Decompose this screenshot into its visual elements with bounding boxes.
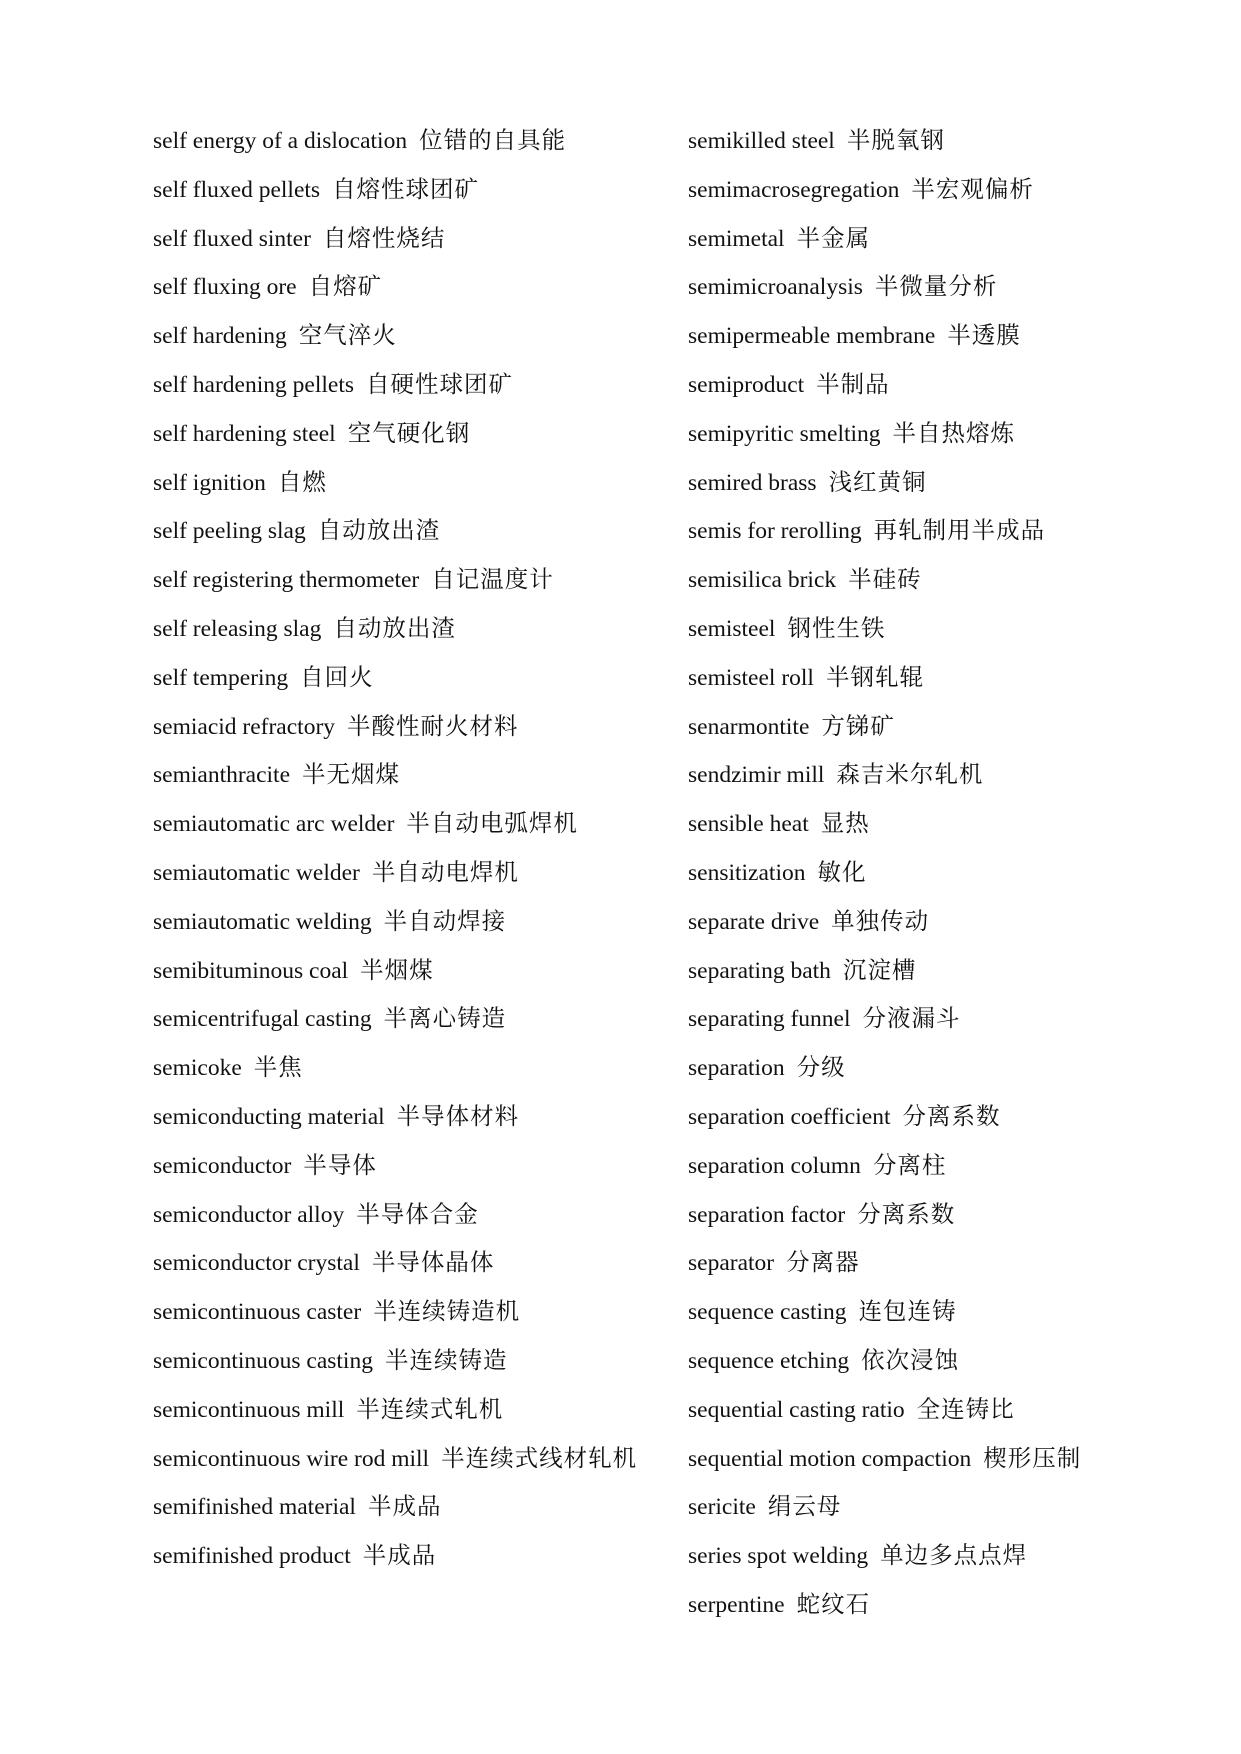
term-chinese: 半烟煤 <box>360 957 434 984</box>
term-english: self fluxed sinter <box>153 225 311 252</box>
glossary-entry <box>688 1288 1208 1337</box>
term-chinese: 半酸性耐火材料 <box>347 713 519 740</box>
term-english: semiautomatic welding <box>153 908 372 935</box>
term-chinese: 沉淀槽 <box>842 957 917 984</box>
glossary-entry <box>688 507 1208 556</box>
term-english: semisilica brick <box>688 567 837 594</box>
term-english: semifinished material <box>153 1494 356 1521</box>
term-english: semiautomatic arc welder <box>153 811 395 838</box>
glossary-entry <box>153 361 653 410</box>
term-chinese: 半金属 <box>796 225 871 252</box>
term-english: semikilled steel <box>688 128 835 154</box>
term-chinese: 楔形压制 <box>983 1445 1082 1472</box>
term-english: self registering thermometer <box>153 567 420 594</box>
glossary-entry <box>153 800 653 849</box>
term-chinese: 半微量分析 <box>874 274 998 301</box>
term-english: sendzimir mill <box>688 762 825 789</box>
term-english: senarmontite <box>688 713 810 740</box>
glossary-entry <box>153 1435 653 1484</box>
glossary-right-column <box>688 117 1208 1630</box>
glossary-entry <box>688 215 1208 264</box>
glossary-entry <box>688 166 1208 215</box>
term-chinese: 半导体晶体 <box>371 1250 495 1277</box>
term-chinese: 空气淬火 <box>298 323 397 350</box>
term-chinese: 浅红黄铜 <box>828 469 927 496</box>
term-english: series spot welding <box>688 1543 869 1570</box>
glossary-entry <box>153 703 653 752</box>
term-chinese: 半成品 <box>362 1543 437 1570</box>
term-english: semisteel roll <box>688 664 814 691</box>
term-chinese: 分离柱 <box>872 1152 947 1179</box>
glossary-entry <box>153 459 653 508</box>
term-english: separating bath <box>688 957 831 984</box>
glossary-entry <box>688 1483 1208 1532</box>
term-english: semicontinuous mill <box>153 1396 345 1423</box>
term-chinese: 分离系数 <box>857 1201 956 1228</box>
term-english: semimicroanalysis <box>688 274 863 301</box>
term-chinese: 分级 <box>796 1055 846 1082</box>
term-chinese: 自回火 <box>300 664 374 691</box>
term-chinese: 全连铸比 <box>916 1396 1015 1423</box>
term-english: semired brass <box>688 469 817 496</box>
glossary-entry <box>153 654 653 703</box>
glossary-entry <box>688 751 1208 800</box>
term-chinese: 自硬性球团矿 <box>366 371 513 398</box>
term-english: semicoke <box>153 1055 242 1082</box>
term-english: semimacrosegregation <box>688 176 900 203</box>
term-chinese: 半硅砖 <box>848 567 922 594</box>
glossary-entry <box>688 947 1208 996</box>
term-chinese: 半宏观偏析 <box>911 176 1034 203</box>
term-chinese: 自燃 <box>277 469 327 496</box>
term-chinese: 空气硬化钢 <box>347 420 471 447</box>
term-english: semiautomatic welder <box>153 859 360 886</box>
term-chinese: 钢性生铁 <box>787 615 886 642</box>
term-english: semicontinuous casting <box>153 1347 373 1374</box>
glossary-entry <box>153 849 653 898</box>
term-chinese: 半连续式线材轧机 <box>441 1445 638 1472</box>
term-english: separation factor <box>688 1201 846 1228</box>
term-english: sensible heat <box>688 811 809 838</box>
glossary-entry <box>153 1093 653 1142</box>
term-english: semiconductor <box>153 1152 292 1179</box>
glossary-entry <box>153 1239 653 1288</box>
term-english: separation coefficient <box>688 1103 891 1130</box>
glossary-entry <box>153 1191 653 1240</box>
term-chinese: 方锑矿 <box>821 713 895 740</box>
glossary-entry <box>153 166 653 215</box>
term-english: self hardening steel <box>153 420 336 447</box>
glossary-entry <box>688 1337 1208 1386</box>
term-english: sequence casting <box>688 1299 847 1326</box>
glossary-entry <box>688 849 1208 898</box>
term-chinese: 自熔性球团矿 <box>332 176 480 203</box>
glossary-entry <box>153 898 653 947</box>
term-chinese: 自熔性烧结 <box>322 225 446 252</box>
glossary-entry <box>153 507 653 556</box>
term-chinese: 半连续铸造机 <box>373 1299 521 1326</box>
glossary-entry <box>688 898 1208 947</box>
glossary-entry <box>153 263 653 312</box>
glossary-entry <box>688 556 1208 605</box>
term-chinese: 再轧制用半成品 <box>873 518 1046 545</box>
term-chinese: 半连续式轧机 <box>356 1396 504 1423</box>
glossary-entry <box>688 1044 1208 1093</box>
glossary-entry <box>153 751 653 800</box>
glossary-entry <box>153 117 653 166</box>
term-english: self hardening pellets <box>153 371 354 398</box>
term-english: separation <box>688 1055 785 1082</box>
term-english: separating funnel <box>688 1006 851 1033</box>
term-chinese: 半无烟煤 <box>302 762 401 789</box>
term-english: separator <box>688 1250 775 1277</box>
term-chinese: 半钢轧辊 <box>825 664 924 691</box>
glossary-entry <box>153 1386 653 1435</box>
glossary-entry <box>153 1483 653 1532</box>
term-english: sequential motion compaction <box>688 1445 972 1472</box>
term-chinese: 绢云母 <box>767 1494 842 1521</box>
term-chinese: 半连续铸造 <box>384 1347 508 1374</box>
term-chinese: 蛇纹石 <box>796 1591 871 1618</box>
glossary-entry <box>688 1532 1208 1581</box>
glossary-entry <box>688 263 1208 312</box>
term-english: semimetal <box>688 225 785 252</box>
term-chinese: 分液漏斗 <box>862 1006 961 1033</box>
term-english: sequence etching <box>688 1347 850 1374</box>
term-chinese: 敏化 <box>817 859 867 886</box>
glossary-entry <box>153 215 653 264</box>
term-english: self ignition <box>153 469 266 496</box>
glossary-entry <box>688 654 1208 703</box>
glossary-entry <box>688 1142 1208 1191</box>
glossary-entry <box>688 703 1208 752</box>
term-english: self fluxing ore <box>153 274 297 301</box>
term-chinese: 自记温度计 <box>431 567 554 594</box>
term-english: sericite <box>688 1494 756 1521</box>
term-chinese: 分离系数 <box>902 1103 1001 1130</box>
glossary-entry <box>688 1581 1208 1630</box>
term-english: sensitization <box>688 859 806 886</box>
term-chinese: 显热 <box>820 811 870 838</box>
term-chinese: 分离器 <box>786 1250 860 1277</box>
term-english: self energy of a dislocation <box>153 128 408 154</box>
term-english: serpentine <box>688 1591 785 1618</box>
term-english: sequential casting ratio <box>688 1396 905 1423</box>
term-chinese: 半焦 <box>253 1055 303 1082</box>
glossary-entry <box>688 410 1208 459</box>
glossary-entry <box>688 1093 1208 1142</box>
term-english: semifinished product <box>153 1543 351 1570</box>
term-english: separation column <box>688 1152 861 1179</box>
term-english: semiconductor crystal <box>153 1250 360 1277</box>
term-chinese: 自动放出渣 <box>333 615 456 642</box>
glossary-entry <box>153 605 653 654</box>
term-chinese: 半脱氧钢 <box>846 128 945 154</box>
term-chinese: 半导体材料 <box>396 1103 520 1130</box>
glossary-entry <box>688 117 1208 166</box>
term-english: semiconducting material <box>153 1103 385 1130</box>
term-chinese: 半成品 <box>367 1494 442 1521</box>
term-chinese: 连包连铸 <box>858 1299 957 1326</box>
glossary-entry <box>688 361 1208 410</box>
term-chinese: 半导体合金 <box>356 1201 479 1228</box>
glossary-entry <box>153 1142 653 1191</box>
term-english: semicontinuous caster <box>153 1299 362 1326</box>
term-chinese: 半自动电弧焊机 <box>406 811 578 838</box>
term-chinese: 半自动焊接 <box>383 908 507 935</box>
glossary-entry <box>688 605 1208 654</box>
term-chinese: 自熔矿 <box>308 274 383 301</box>
glossary-entry <box>153 1532 653 1581</box>
term-english: semicentrifugal casting <box>153 1006 372 1033</box>
term-english: semiproduct <box>688 371 805 398</box>
glossary-entry <box>688 995 1208 1044</box>
glossary-entry <box>153 556 653 605</box>
term-chinese: 单独传动 <box>831 908 930 935</box>
term-english: self hardening <box>153 323 287 350</box>
glossary-entry <box>688 1435 1208 1484</box>
term-chinese: 半自动电焊机 <box>371 859 519 886</box>
term-english: self peeling slag <box>153 518 306 545</box>
glossary-entry <box>688 459 1208 508</box>
glossary-entry <box>153 1337 653 1386</box>
term-english: semisteel <box>688 615 776 642</box>
term-english: self fluxed pellets <box>153 176 321 203</box>
term-english: self releasing slag <box>153 615 322 642</box>
term-english: semianthracite <box>153 762 291 789</box>
term-chinese: 单边多点点焊 <box>880 1543 1028 1570</box>
term-english: semipyritic smelting <box>688 420 881 447</box>
term-english: semipermeable membrane <box>688 323 936 350</box>
term-english: semicontinuous wire rod mill <box>153 1445 430 1472</box>
glossary-entry <box>688 1239 1208 1288</box>
term-chinese: 森吉米尔轧机 <box>836 762 984 789</box>
glossary-entry <box>153 1288 653 1337</box>
glossary-entry <box>153 312 653 361</box>
term-english: self tempering <box>153 664 289 691</box>
term-english: semiacid refractory <box>153 713 336 740</box>
term-chinese: 半离心铸造 <box>383 1006 507 1033</box>
glossary-entry <box>153 410 653 459</box>
glossary-entry <box>153 947 653 996</box>
term-chinese: 半导体 <box>303 1152 377 1179</box>
term-english: separate drive <box>688 908 820 935</box>
term-english: semibituminous coal <box>153 957 349 984</box>
term-chinese: 自动放出渣 <box>317 518 441 545</box>
glossary-left-column <box>153 117 653 1581</box>
glossary-entry <box>688 1191 1208 1240</box>
term-chinese: 半自热熔炼 <box>892 420 1016 447</box>
glossary-entry <box>153 995 653 1044</box>
term-chinese: 位错的自具能 <box>419 128 567 154</box>
term-chinese: 半制品 <box>816 371 890 398</box>
glossary-entry <box>688 1386 1208 1435</box>
term-english: semis for rerolling <box>688 518 862 545</box>
term-english: semiconductor alloy <box>153 1201 345 1228</box>
term-chinese: 半透膜 <box>947 323 1021 350</box>
glossary-entry <box>688 800 1208 849</box>
term-chinese: 依次浸蚀 <box>861 1347 960 1374</box>
glossary-entry <box>153 1044 653 1093</box>
glossary-entry <box>688 312 1208 361</box>
